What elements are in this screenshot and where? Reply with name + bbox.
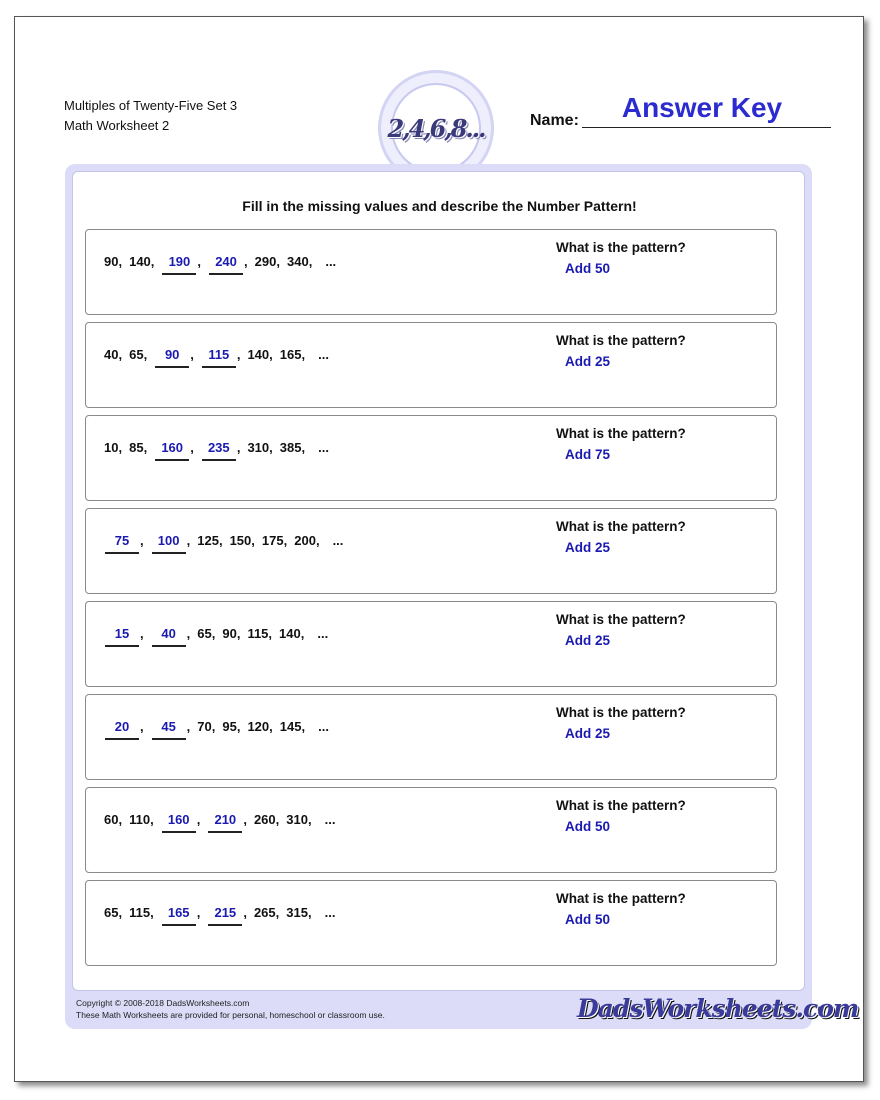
pattern-answer[interactable]: Add 25	[565, 540, 611, 555]
number-sequence	[104, 533, 343, 554]
sequence-term: 95	[222, 719, 237, 734]
instructions: Fill in the missing values and describe the Number Pattern!	[242, 198, 637, 214]
number-sequence	[104, 719, 329, 740]
pattern-question: What is the pattern?	[556, 891, 686, 906]
problem-box	[85, 229, 777, 315]
problem-box	[85, 508, 777, 594]
sequence-term: 90	[104, 254, 119, 269]
pattern-answer[interactable]: Add 75	[565, 447, 611, 462]
counting-badge-inner	[387, 83, 485, 173]
problem-box	[85, 787, 777, 873]
sequence-ellipsis: ...	[317, 626, 329, 641]
comma-separator: ,	[275, 905, 280, 920]
sequence-term: 265	[253, 905, 276, 920]
answer-blank[interactable]: 165	[162, 905, 196, 926]
pattern-question: What is the pattern?	[556, 519, 686, 534]
sequence-term: 10	[104, 440, 119, 455]
sequence-term: 125	[197, 533, 219, 548]
sequence-term: 290	[254, 254, 277, 269]
answer-blank[interactable]: 15	[105, 626, 139, 647]
pattern-answer[interactable]: Add 25	[565, 726, 611, 741]
comma-separator: ,	[301, 440, 306, 455]
comma-separator: ,	[118, 254, 123, 269]
sequence-ellipsis: ...	[318, 347, 329, 362]
problem-box	[85, 694, 777, 780]
comma-separator: ,	[186, 719, 191, 734]
pattern-question: What is the pattern?	[556, 426, 686, 441]
answer-blank[interactable]: 90	[155, 347, 189, 368]
answer-key-title: Answer Key	[621, 92, 783, 123]
answer-blank[interactable]: 210	[208, 812, 242, 833]
sequence-term: 60	[104, 812, 119, 827]
comma-separator: ,	[269, 440, 273, 455]
comma-separator: ,	[143, 440, 148, 455]
sequence-term: 175	[261, 533, 284, 548]
comma-separator: ,	[118, 905, 123, 920]
comma-separator: ,	[244, 254, 248, 269]
number-sequence	[104, 254, 336, 275]
sequence-term: 140	[247, 347, 270, 362]
comma-separator: ,	[283, 533, 288, 548]
answer-blank[interactable]: 160	[155, 440, 189, 461]
sequence-term: 145	[279, 719, 302, 734]
comma-separator: ,	[186, 626, 191, 641]
sequence-term: 310	[247, 440, 270, 455]
sequence-term: 120	[247, 719, 270, 734]
comma-separator: ,	[236, 347, 241, 362]
sequence-term: 65	[129, 347, 144, 362]
sequence-term: 200	[294, 533, 316, 548]
comma-separator: ,	[307, 812, 312, 827]
sequence-ellipsis: ...	[324, 812, 336, 827]
number-sequence	[104, 905, 335, 926]
answer-blank[interactable]: 240	[209, 254, 243, 275]
sequence-term: 140	[129, 254, 151, 269]
answer-blank[interactable]: 215	[208, 905, 242, 926]
answer-blank[interactable]: 40	[152, 626, 186, 647]
answer-blank[interactable]: 45	[152, 719, 186, 740]
number-sequence	[104, 347, 329, 368]
problem-box	[85, 322, 777, 408]
sequence-term: 340	[287, 254, 309, 269]
comma-separator: ,	[276, 254, 280, 269]
pattern-answer[interactable]: Add 50	[565, 819, 611, 834]
sequence-term: 70	[197, 719, 212, 734]
pattern-question: What is the pattern?	[556, 240, 686, 255]
answer-blank[interactable]: 160	[162, 812, 196, 833]
sequence-term: 165	[279, 347, 302, 362]
answer-blank[interactable]: 75	[105, 533, 139, 554]
pattern-question: What is the pattern?	[556, 612, 686, 627]
dadsworksheets-logo: DadsWorksheets.com	[577, 994, 859, 1023]
sequence-ellipsis: ...	[332, 533, 344, 548]
problem-box	[85, 415, 777, 501]
comma-separator: ,	[196, 905, 201, 920]
comma-separator: ,	[118, 440, 123, 455]
comma-separator: ,	[140, 533, 144, 548]
comma-separator: ,	[301, 347, 306, 362]
sequence-term: 90	[222, 626, 237, 641]
counting-badge-text: 2,4,6,8...	[387, 113, 485, 143]
sequence-term: 310	[286, 812, 308, 827]
comma-separator: ,	[307, 905, 312, 920]
comma-separator: ,	[301, 719, 306, 734]
comma-separator: ,	[140, 626, 144, 641]
problem-box	[85, 880, 777, 966]
number-sequence	[104, 812, 335, 833]
pattern-answer[interactable]: Add 25	[565, 354, 611, 369]
footer-copyright	[76, 997, 385, 1021]
problem-box	[85, 601, 777, 687]
comma-separator: ,	[211, 719, 216, 734]
worksheet-title-line1: Multiples of Twenty-Five Set 3	[64, 98, 238, 113]
number-sequence	[104, 440, 329, 461]
sequence-term: 150	[229, 533, 252, 548]
copyright-text: Copyright © 2008-2018 DadsWorksheets.com	[76, 998, 250, 1008]
sequence-ellipsis: ...	[324, 905, 336, 920]
comma-separator: ,	[269, 347, 273, 362]
comma-separator: ,	[118, 347, 123, 362]
worksheet-body	[72, 171, 805, 991]
answer-blank[interactable]: 100	[152, 533, 186, 554]
pattern-answer[interactable]: Add 50	[565, 912, 611, 927]
answer-blank[interactable]: 115	[202, 347, 236, 368]
usage-text: These Math Worksheets are provided for personal, homeschool or classroom use.	[76, 1010, 385, 1020]
comma-separator: ,	[243, 812, 247, 827]
sequence-term: 115	[129, 905, 151, 920]
comma-separator: ,	[118, 812, 123, 827]
comma-separator: ,	[236, 626, 241, 641]
comma-separator: ,	[211, 626, 216, 641]
sequence-term: 110	[129, 812, 151, 827]
comma-separator: ,	[190, 440, 194, 455]
comma-separator: ,	[218, 533, 223, 548]
comma-separator: ,	[236, 719, 241, 734]
comma-separator: ,	[190, 347, 194, 362]
sequence-term: 40	[104, 347, 119, 362]
sequence-term: 65	[104, 905, 119, 920]
answer-blank[interactable]: 235	[202, 440, 236, 461]
number-sequence	[104, 626, 328, 647]
pattern-answer[interactable]: Add 25	[565, 633, 611, 648]
comma-separator: ,	[197, 254, 202, 269]
worksheet-title-line2: Math Worksheet 2	[64, 118, 170, 133]
comma-separator: ,	[186, 533, 191, 548]
comma-separator: ,	[269, 719, 273, 734]
comma-separator: ,	[196, 812, 201, 827]
sequence-ellipsis: ...	[325, 254, 337, 269]
comma-separator: ,	[150, 254, 155, 269]
worksheet-frame	[65, 164, 859, 1029]
comma-separator: ,	[251, 533, 255, 548]
sequence-term: 140	[279, 626, 301, 641]
comma-separator: ,	[140, 719, 144, 734]
comma-separator: ,	[308, 254, 313, 269]
comma-separator: ,	[243, 905, 247, 920]
sequence-term: 260	[253, 812, 276, 827]
answer-blank[interactable]: 20	[105, 719, 139, 740]
comma-separator: ,	[143, 347, 148, 362]
name-line	[582, 127, 831, 128]
sequence-ellipsis: ...	[318, 440, 329, 455]
pattern-answer[interactable]: Add 50	[565, 261, 611, 276]
comma-separator: ,	[268, 626, 273, 641]
comma-separator: ,	[236, 440, 241, 455]
pattern-question: What is the pattern?	[556, 333, 686, 348]
comma-separator: ,	[300, 626, 305, 641]
sequence-term: 115	[247, 626, 269, 641]
pattern-question: What is the pattern?	[556, 705, 686, 720]
comma-separator: ,	[150, 812, 154, 827]
comma-separator: ,	[150, 905, 154, 920]
sequence-term: 385	[279, 440, 302, 455]
sequence-term: 315	[286, 905, 308, 920]
comma-separator: ,	[315, 533, 320, 548]
sequence-term: 85	[129, 440, 144, 455]
sequence-ellipsis: ...	[318, 719, 329, 734]
worksheet-title	[64, 96, 237, 136]
answer-blank[interactable]: 190	[162, 254, 196, 275]
pattern-question: What is the pattern?	[556, 798, 686, 813]
name-label: Name:	[530, 112, 579, 129]
sequence-term: 65	[197, 626, 212, 641]
comma-separator: ,	[275, 812, 280, 827]
